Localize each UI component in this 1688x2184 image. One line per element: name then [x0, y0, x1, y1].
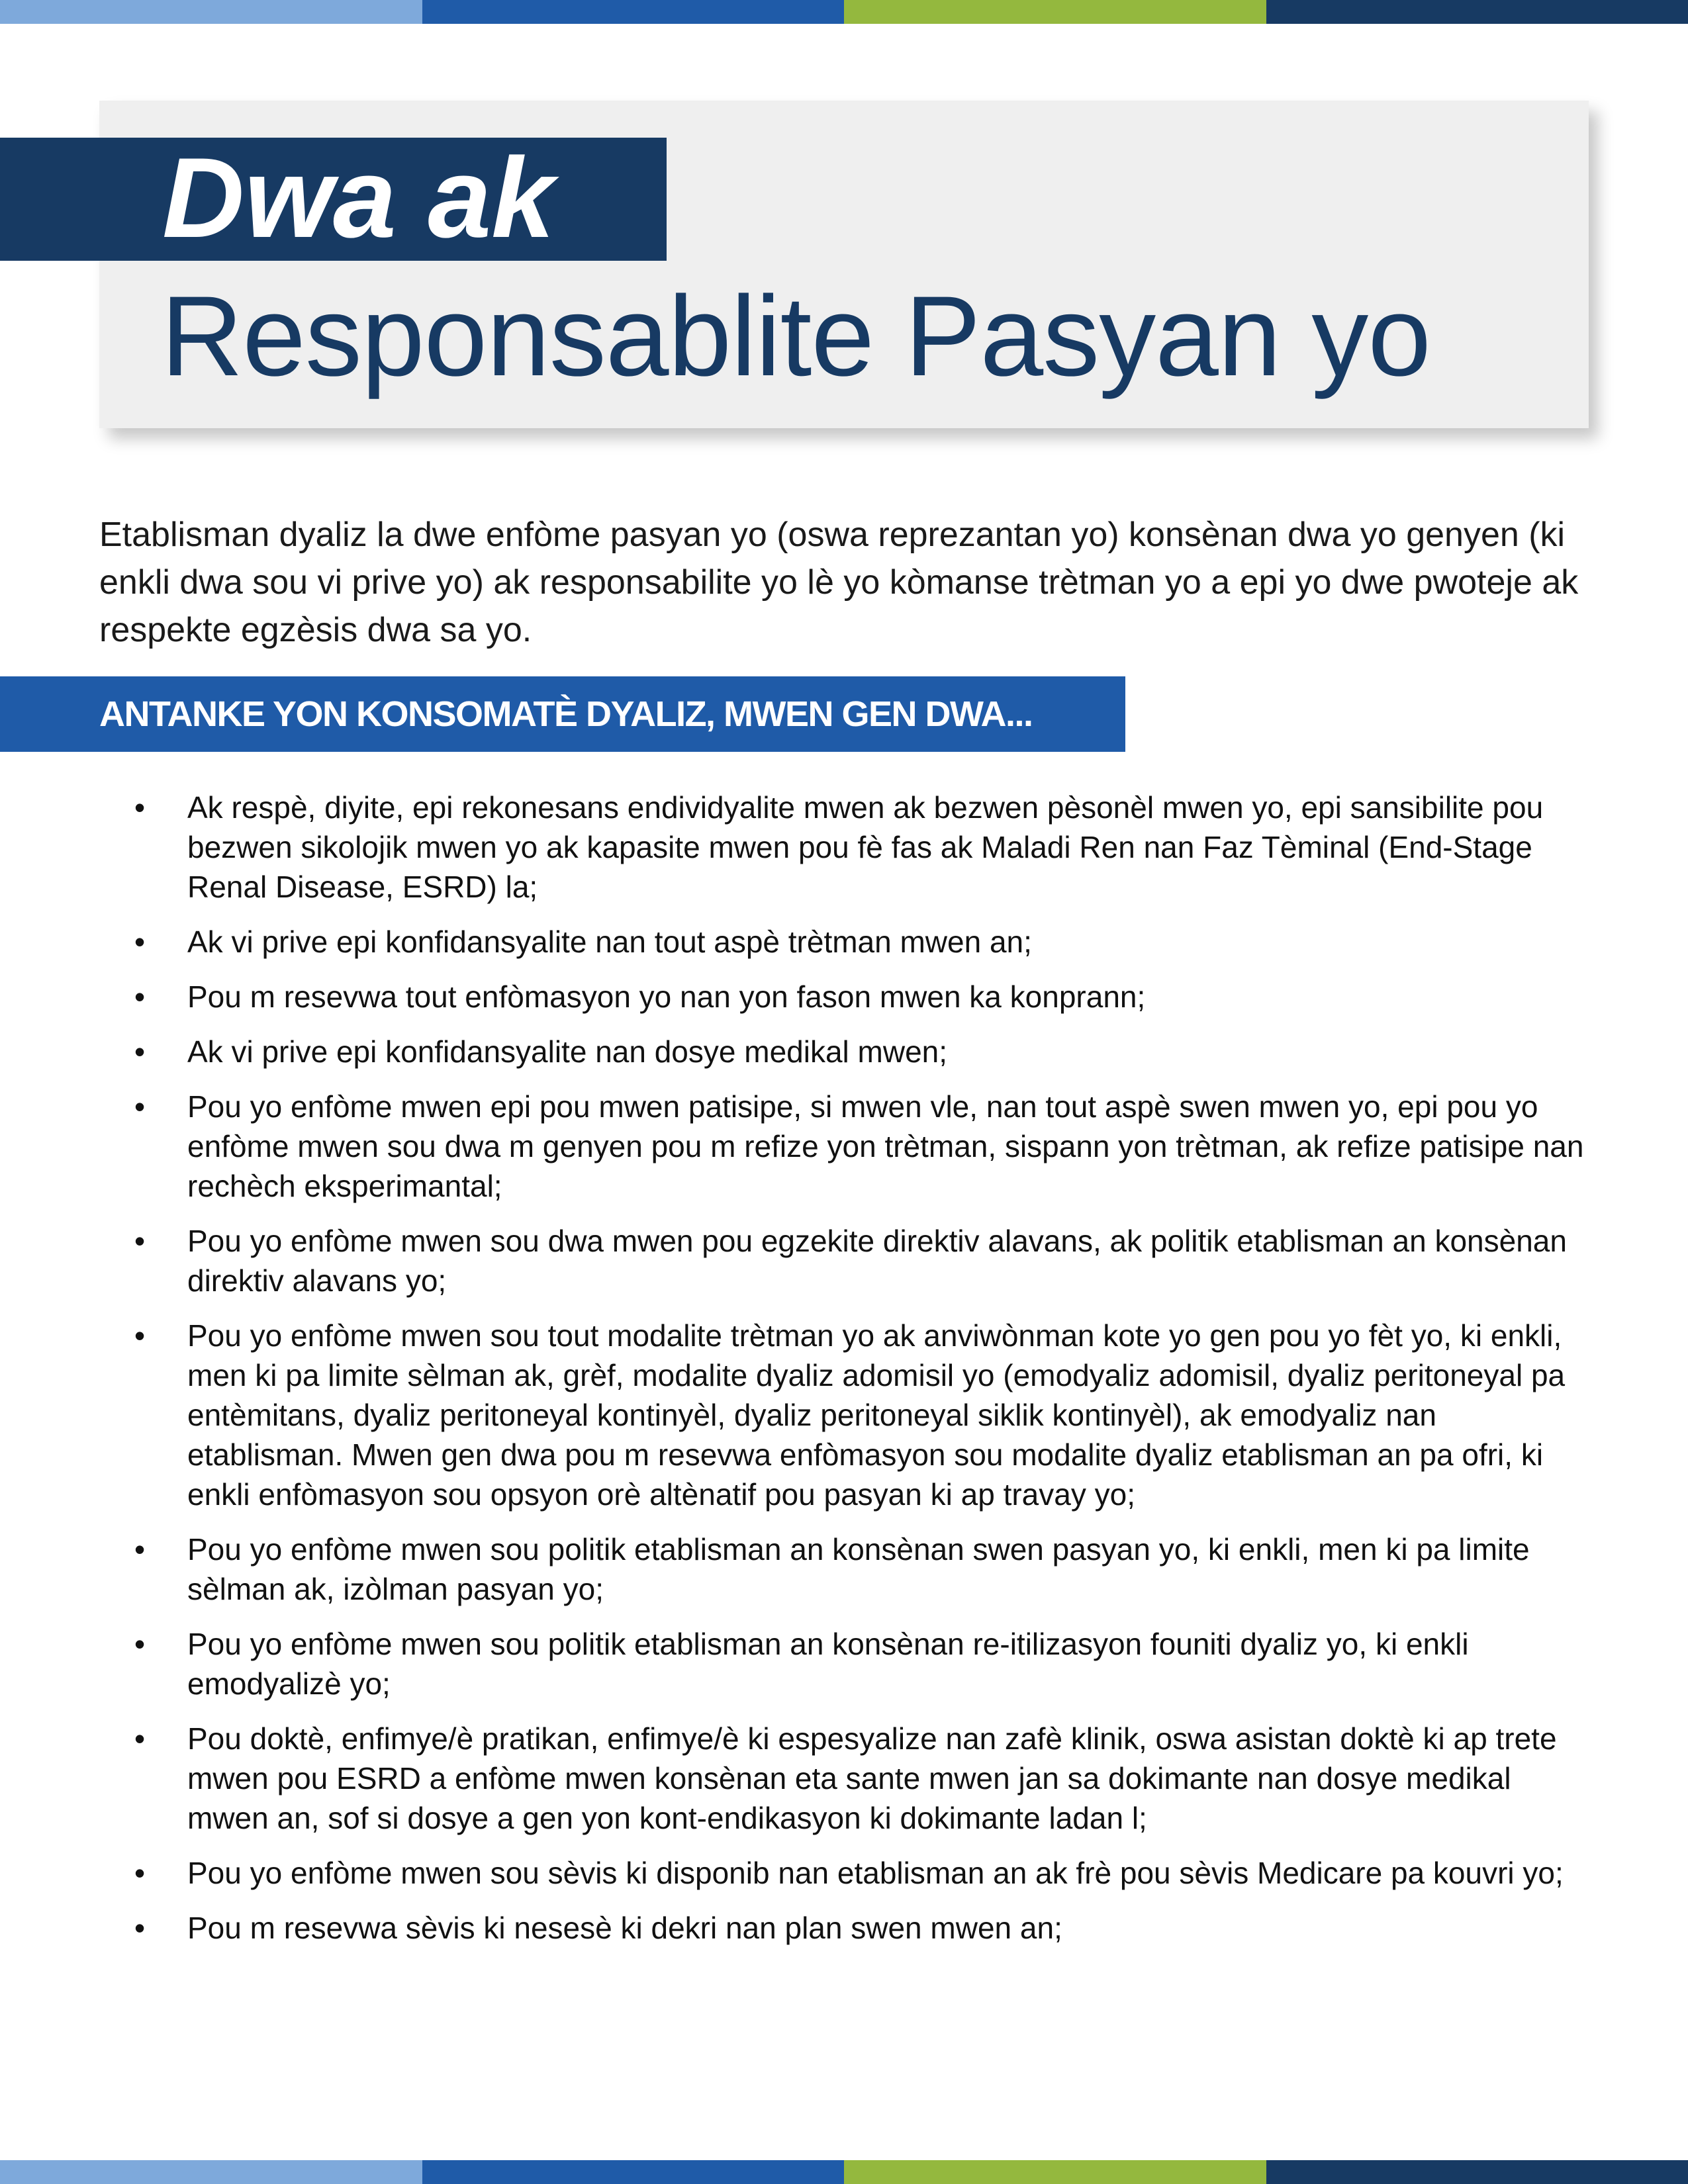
bottom-bar-segment-green	[844, 2160, 1266, 2184]
list-item	[129, 1087, 1595, 1206]
bottom-bar-segment-blue	[422, 2160, 845, 2184]
bullet-icon: •	[134, 925, 146, 959]
list-item-text: Pou doktè, enfimye/è pratikan, enfimye/è ki espesyalize nan zafè klinik, oswa asistan doktè ki ap trete mwen pou ESRD a enfòme mwen konsènan eta sante mwen jan sa dokimante nan dosye medikal mwen an, sof si dosye a gen yon kont-endikasyon ki dokimante ladan l;	[187, 1721, 1557, 1835]
list-item	[129, 977, 1595, 1017]
top-color-bar	[0, 0, 1688, 24]
list-item-text: Ak respè, diyite, epi rekonesans endividyalite mwen ak bezwen pèsonèl mwen yo, epi sansibilite pou bezwen sikolojik mwen yo ak kapasite mwen pou fè fas ak Maladi Ren nan Faz Tèminal (End-Stage Renal Disease, ESRD) la;	[187, 790, 1544, 904]
list-item-text: Pou m resevwa tout enfòmasyon yo nan yon fason mwen ka konprann;	[187, 979, 1146, 1014]
bullet-icon: •	[134, 1224, 146, 1258]
bullet-icon: •	[134, 790, 146, 825]
list-item	[129, 922, 1595, 962]
list-item-text: Pou m resevwa sèvis ki nesesè ki dekri nan plan swen mwen an;	[187, 1911, 1062, 1945]
list-item-text: Pou yo enfòme mwen sou dwa mwen pou egzekite direktiv alavans, ak politik etablisman an konsènan direktiv alavans yo;	[187, 1224, 1567, 1298]
bullet-icon: •	[134, 1856, 146, 1890]
list-item	[129, 1908, 1595, 1948]
list-item	[129, 1316, 1595, 1514]
list-item	[129, 1529, 1595, 1609]
list-item	[129, 1719, 1595, 1838]
bottom-color-bar	[0, 2160, 1688, 2184]
top-bar-segment-green	[844, 0, 1266, 24]
bullet-icon: •	[134, 1911, 146, 1945]
page-title-line-2: Responsablite Pasyan yo	[161, 273, 1430, 400]
list-item-text: Pou yo enfòme mwen sou tout modalite trètman yo ak anviwònman kote yo gen pou yo fèt yo, ki enkli, men ki pa limite sèlman ak, grèf, modalite dyaliz adomisil yo (emodyaliz adomisil, dyaliz peritoneyal pa entèmitans, dyaliz peritoneyal kontinyèl, dyaliz peritoneyal siklik kontinyèl), ak emodyaliz nan etablisman. Mwen gen dwa pou m resevwa enfòmasyon sou modalite dyaliz etablisman an pa ofri, ki enkli enfòmasyon sou opsyon orè altènatif pou pasyan ki ap travay yo;	[187, 1318, 1566, 1512]
top-bar-segment-blue	[422, 0, 845, 24]
list-item	[129, 788, 1595, 907]
bottom-bar-segment-navy	[1266, 2160, 1688, 2184]
list-item-text: Ak vi prive epi konfidansyalite nan dosye medikal mwen;	[187, 1034, 948, 1069]
section-heading: ANTANKE YON KONSOMATÈ DYALIZ, MWEN GEN DWA...	[99, 694, 1033, 734]
bullet-icon: •	[134, 1034, 146, 1069]
list-item-text: Ak vi prive epi konfidansyalite nan tout aspè trètman mwen an;	[187, 925, 1032, 959]
list-item	[129, 1853, 1595, 1893]
intro-paragraph: Etablisman dyaliz la dwe enfòme pasyan yo (oswa reprezantan yo) konsènan dwa yo genyen (ki enkli dwa sou vi prive yo) ak responsabilite yo lè yo kòmanse trètman yo a epi yo dwe pwoteje ak respekte egzèsis dwa sa yo.	[99, 516, 1579, 649]
bullet-icon: •	[134, 1089, 146, 1124]
top-bar-segment-navy	[1266, 0, 1688, 24]
list-item-text: Pou yo enfòme mwen sou sèvis ki disponib nan etablisman an ak frè pou sèvis Medicare pa kouvri yo;	[187, 1856, 1564, 1890]
list-item-text: Pou yo enfòme mwen sou politik etablisman an konsènan re-itilizasyon founiti dyaliz yo, ki enkli emodyalizè yo;	[187, 1627, 1469, 1701]
bullet-icon: •	[134, 1318, 146, 1353]
bullet-icon: •	[134, 1532, 146, 1567]
list-item-text: Pou yo enfòme mwen epi pou mwen patisipe, si mwen vle, nan tout aspè swen mwen yo, epi pou yo enfòme mwen sou dwa m genyen pou m refize yon trètman, sispann yon trètman, ak refize patisipe nan rechèch eksperimantal;	[187, 1089, 1584, 1203]
list-item	[129, 1032, 1595, 1071]
list-item	[129, 1221, 1595, 1300]
top-bar-segment-light-blue	[0, 0, 422, 24]
bullet-icon: •	[134, 1721, 146, 1756]
list-item-text: Pou yo enfòme mwen sou politik etablisman an konsènan swen pasyan yo, ki enkli, men ki pa limite sèlman ak, izòlman pasyan yo;	[187, 1532, 1530, 1606]
page-title-line-1: Dwa ak	[162, 134, 555, 261]
bullet-icon: •	[134, 979, 146, 1014]
rights-list	[129, 788, 1595, 1963]
bottom-bar-segment-light-blue	[0, 2160, 422, 2184]
bullet-icon: •	[134, 1627, 146, 1661]
list-item	[129, 1624, 1595, 1704]
